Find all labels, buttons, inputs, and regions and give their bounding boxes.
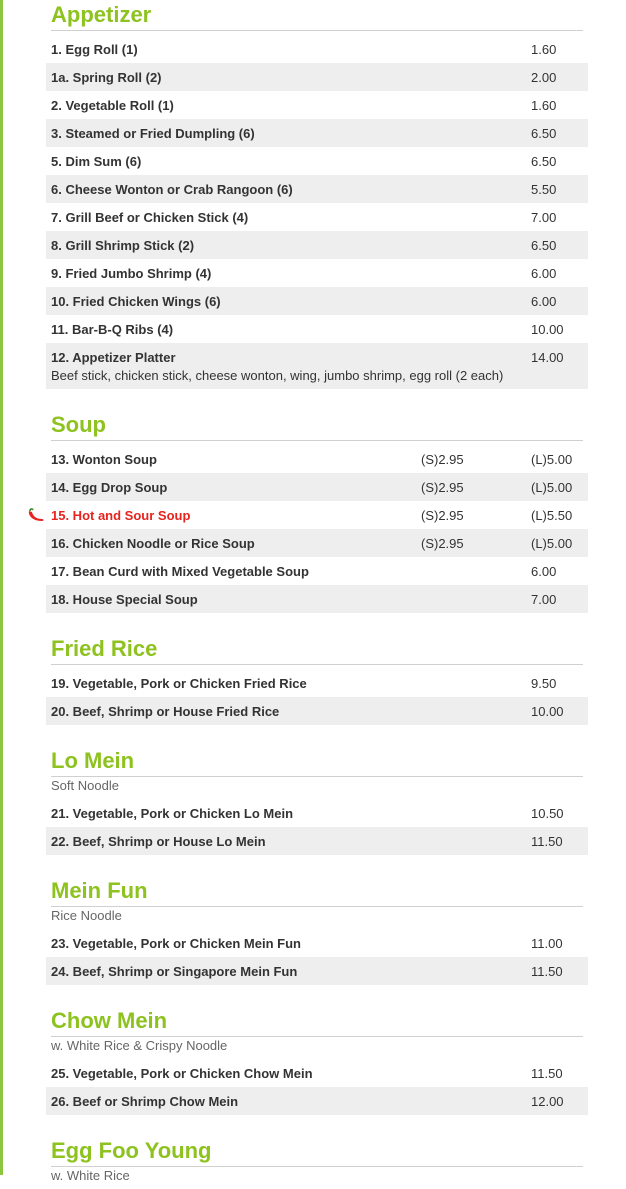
item-price-small: (S)2.95 [421, 480, 464, 495]
item-name: 8. Grill Shrimp Stick (2) [51, 238, 195, 253]
item-price-small: (S)2.95 [421, 452, 464, 467]
item-list [46, 669, 588, 725]
item-price: (L)5.50 [531, 508, 573, 523]
item-name: 16. Chicken Noodle or Rice Soup [51, 536, 255, 551]
item-list [46, 929, 588, 985]
menu-item-row [46, 91, 588, 119]
menu-item-row [46, 175, 588, 203]
menu-item-row [46, 473, 588, 501]
item-name: 15. Hot and Sour Soup [51, 508, 191, 523]
item-name: 3. Steamed or Fried Dumpling (6) [51, 126, 255, 141]
section-fried-rice [46, 634, 588, 725]
section-lo-mein [46, 746, 588, 855]
menu-item-row [46, 231, 588, 259]
item-price: (L)5.00 [531, 480, 573, 495]
menu-item-row [46, 259, 588, 287]
item-price: 11.50 [531, 964, 563, 979]
menu-item-row [46, 343, 588, 389]
item-price: 6.50 [531, 238, 557, 253]
item-name: 1. Egg Roll (1) [51, 42, 138, 57]
section-subtitle: Soft Noodle [51, 778, 119, 793]
item-price: 5.50 [531, 182, 557, 197]
section-chow-mein [46, 1006, 588, 1115]
item-price: 6.00 [531, 266, 557, 281]
item-name: 7. Grill Beef or Chicken Stick (4) [51, 210, 249, 225]
menu-item-row [46, 287, 588, 315]
item-name: 17. Bean Curd with Mixed Vegetable Soup [51, 564, 309, 579]
section-egg-foo-young [46, 1136, 588, 1189]
item-name: 26. Beef or Shrimp Chow Mein [51, 1094, 239, 1109]
item-price: 6.00 [531, 564, 557, 579]
section-title: Mein Fun [51, 876, 583, 907]
item-price: 11.00 [531, 936, 563, 951]
item-name: 6. Cheese Wonton or Crab Rangoon (6) [51, 182, 293, 197]
item-name: 20. Beef, Shrimp or House Fried Rice [51, 704, 280, 719]
menu-item-row [46, 827, 588, 855]
item-name: 24. Beef, Shrimp or Singapore Mein Fun [51, 964, 298, 979]
item-price: 6.50 [531, 154, 557, 169]
item-price: 7.00 [531, 592, 557, 607]
chili-pepper-icon [27, 508, 45, 524]
item-price-small: (S)2.95 [421, 536, 464, 551]
item-price: 10.50 [531, 806, 564, 821]
item-price: 11.50 [531, 834, 563, 849]
item-list [46, 35, 588, 389]
menu-item-row [46, 929, 588, 957]
section-title: Fried Rice [51, 634, 583, 665]
item-price: 2.00 [531, 70, 557, 85]
item-price: 10.00 [531, 704, 564, 719]
item-list [46, 445, 588, 613]
item-name: 1a. Spring Roll (2) [51, 70, 162, 85]
menu-item-row [46, 203, 588, 231]
menu-item-row [46, 35, 588, 63]
item-price: 10.00 [531, 322, 564, 337]
menu-item-row [46, 63, 588, 91]
section-title: Lo Mein [51, 746, 583, 777]
section-title: Egg Foo Young [51, 1136, 583, 1167]
item-name: 25. Vegetable, Pork or Chicken Chow Mein [51, 1066, 313, 1081]
menu-item-row [46, 697, 588, 725]
item-name: 18. House Special Soup [51, 592, 198, 607]
menu-item-row [46, 445, 588, 473]
item-price: 14.00 [531, 350, 564, 365]
menu-item-row [46, 1059, 588, 1087]
item-name: 19. Vegetable, Pork or Chicken Fried Rice [51, 676, 307, 691]
item-price: 1.60 [531, 98, 557, 113]
item-name: 2. Vegetable Roll (1) [51, 98, 174, 113]
item-description: Beef stick, chicken stick, cheese wonton, wing, jumbo shrimp, egg roll (2 each) [51, 368, 504, 383]
menu-item-row [46, 799, 588, 827]
section-title: Appetizer [51, 0, 583, 31]
item-price: 12.00 [531, 1094, 564, 1109]
item-list [46, 1059, 588, 1115]
menu-item-row [46, 585, 588, 613]
item-price: (L)5.00 [531, 536, 573, 551]
item-name: 13. Wonton Soup [51, 452, 157, 467]
menu-item-row [46, 147, 588, 175]
menu-item-row [46, 669, 588, 697]
menu-item-row [46, 119, 588, 147]
section-title: Soup [51, 410, 583, 441]
item-name: 9. Fried Jumbo Shrimp (4) [51, 266, 212, 281]
item-price: 7.00 [531, 210, 557, 225]
menu-item-row [46, 1087, 588, 1115]
menu-item-row [46, 501, 588, 529]
menu-item-row [46, 529, 588, 557]
item-price: 6.00 [531, 294, 557, 309]
item-price: 1.60 [531, 42, 557, 57]
left-accent-bar [0, 0, 3, 1175]
section-subtitle: Rice Noodle [51, 908, 122, 923]
section-subtitle: w. White Rice [51, 1168, 130, 1183]
section-soup [46, 410, 588, 613]
item-name: 14. Egg Drop Soup [51, 480, 168, 495]
section-appetizer [46, 0, 588, 389]
item-name: 5. Dim Sum (6) [51, 154, 142, 169]
item-price: 9.50 [531, 676, 557, 691]
section-title: Chow Mein [51, 1006, 583, 1037]
section-subtitle: w. White Rice & Crispy Noodle [51, 1038, 228, 1053]
item-name: 11. Bar-B-Q Ribs (4) [51, 322, 174, 337]
item-name: 23. Vegetable, Pork or Chicken Mein Fun [51, 936, 301, 951]
item-price: 11.50 [531, 1066, 563, 1081]
item-price: (L)5.00 [531, 452, 573, 467]
section-mein-fun [46, 876, 588, 985]
menu-item-row [46, 557, 588, 585]
item-name: 12. Appetizer Platter [51, 350, 176, 365]
item-price: 6.50 [531, 126, 557, 141]
menu-item-row [46, 957, 588, 985]
item-list [46, 799, 588, 855]
item-name: 10. Fried Chicken Wings (6) [51, 294, 221, 309]
item-name: 22. Beef, Shrimp or House Lo Mein [51, 834, 266, 849]
item-name: 21. Vegetable, Pork or Chicken Lo Mein [51, 806, 294, 821]
item-price-small: (S)2.95 [421, 508, 464, 523]
menu-item-row [46, 315, 588, 343]
